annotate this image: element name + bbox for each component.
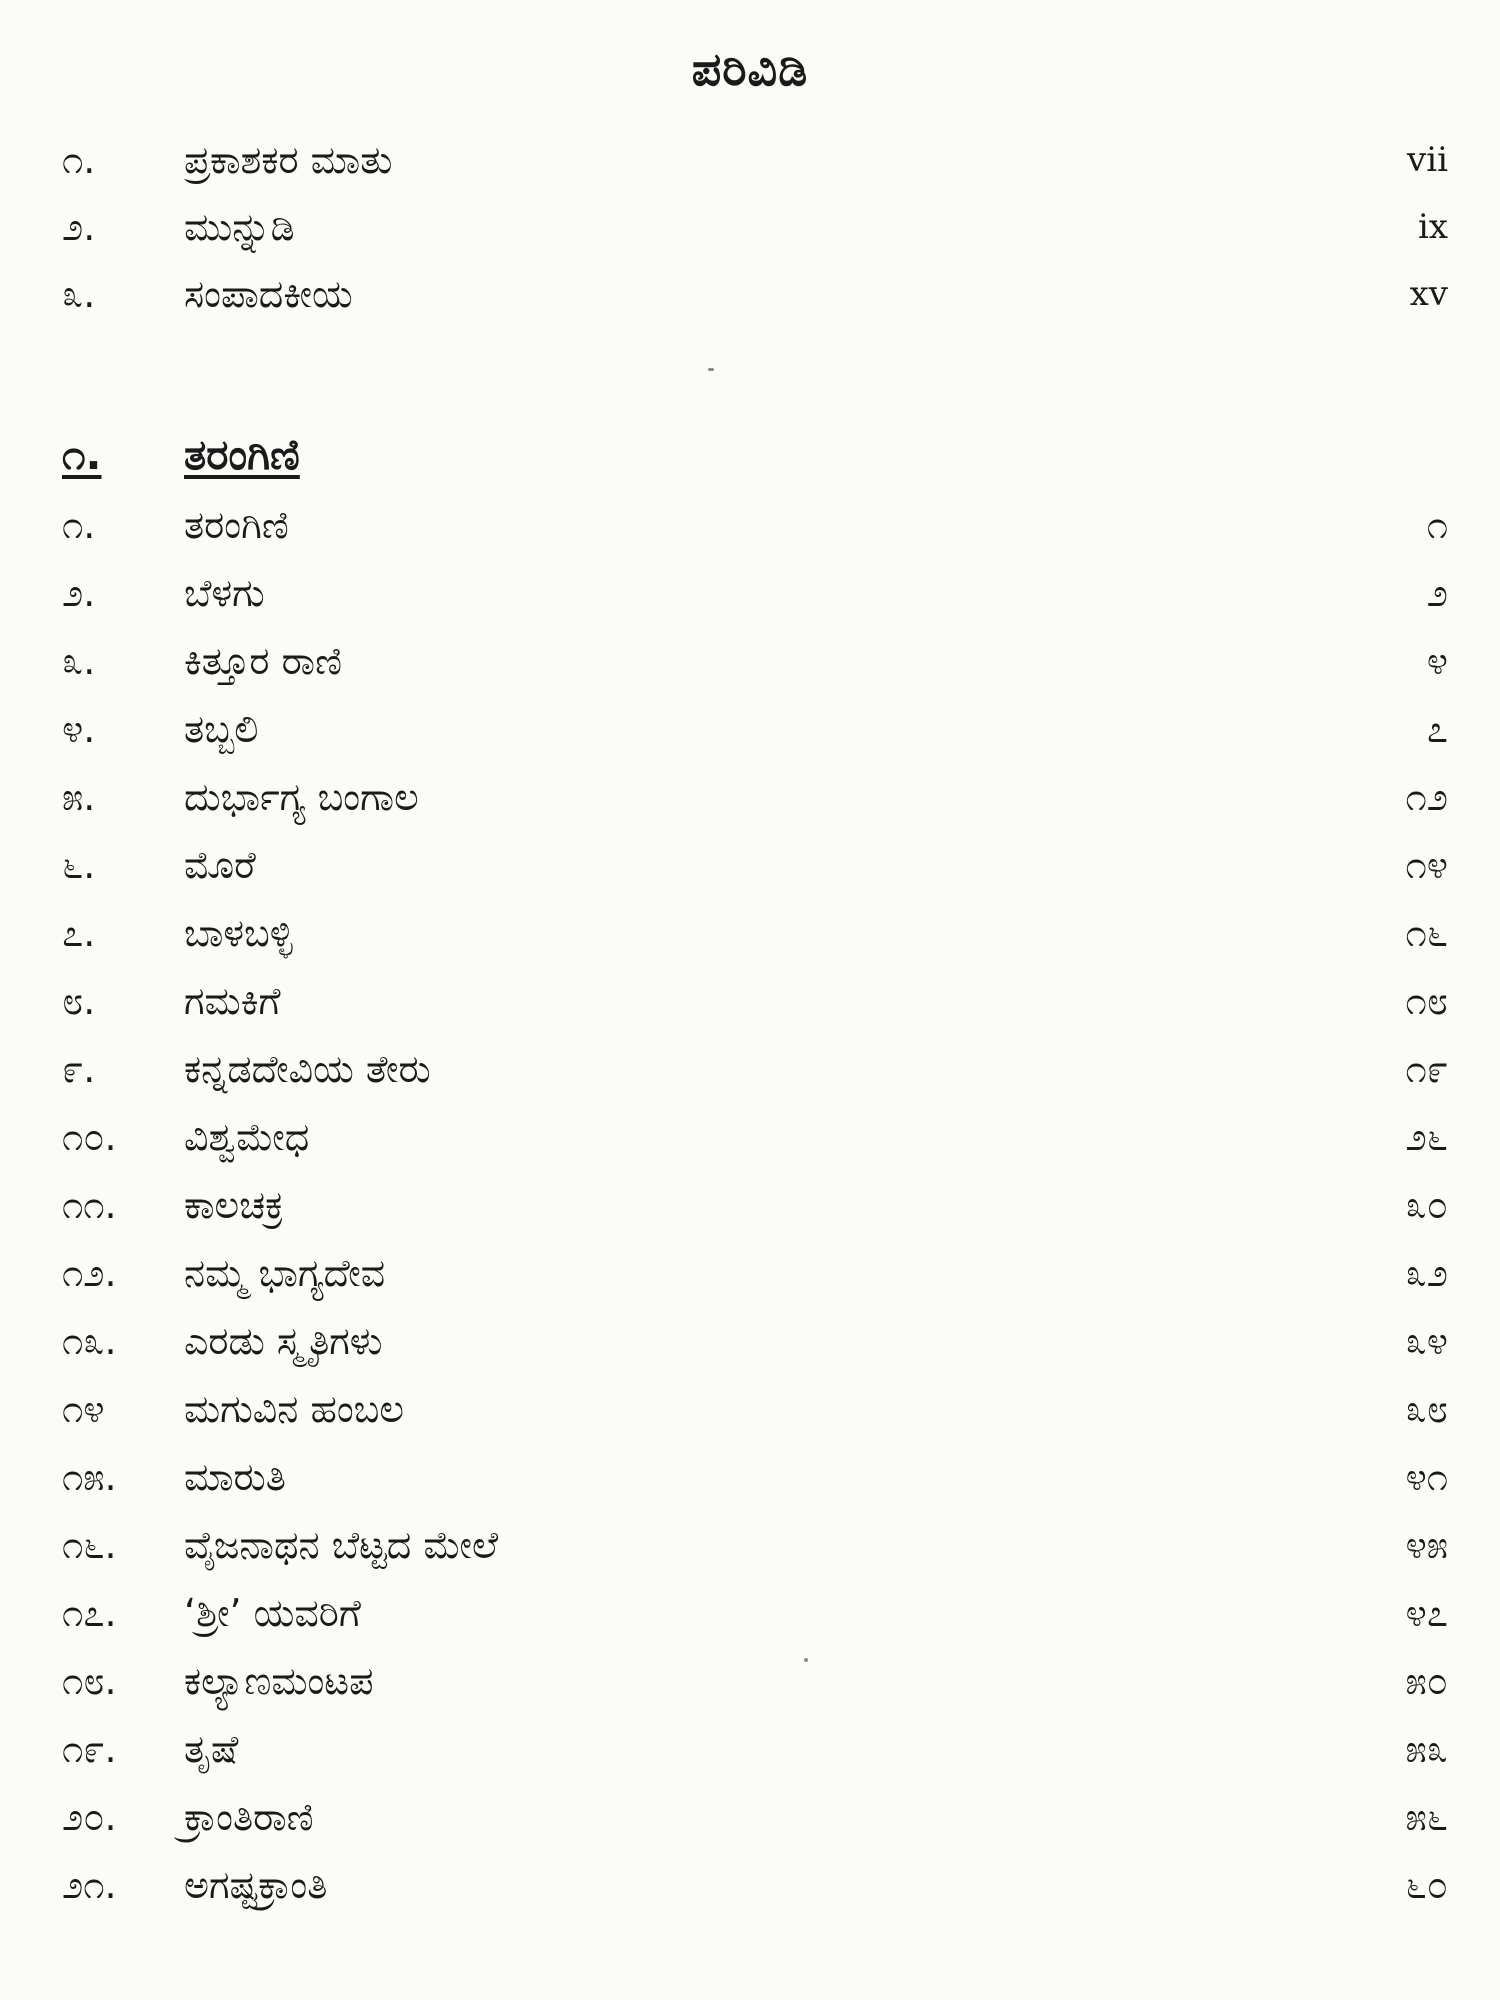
entry-page: ೫೦ (1405, 1659, 1448, 1703)
entry-page: ೧೪ (1405, 843, 1448, 887)
scan-speck (708, 368, 714, 371)
entry-page: ೧೮ (1405, 979, 1448, 1023)
toc-row (0, 1515, 1500, 1575)
toc-row (0, 1243, 1500, 1303)
entry-number: ೭. (62, 911, 96, 955)
toc-row (0, 1855, 1500, 1915)
entry-number: ೧೮. (62, 1659, 117, 1703)
entry-page: ೩೨ (1405, 1251, 1448, 1295)
entry-number: ೧೧. (62, 1183, 117, 1227)
entry-number: ೩. (62, 639, 96, 683)
entry-title: ಮಾರುತಿ (184, 1455, 286, 1499)
entry-page: ೧ (1426, 503, 1448, 547)
entry-number: ೧೨. (62, 1251, 117, 1295)
entry-title: ಕನ್ನಡದೇವಿಯ ತೇರು (184, 1047, 431, 1091)
entry-number: ೯. (62, 1047, 96, 1091)
toc-row (0, 1583, 1500, 1643)
entry-title: ತೃಷೆ (184, 1727, 239, 1771)
entry-page: ೪೭ (1405, 1591, 1448, 1635)
entry-page: xv (1409, 274, 1448, 314)
toc-row (0, 1175, 1500, 1235)
entry-page: ೩೪ (1405, 1319, 1448, 1363)
entry-number: ೩. (62, 272, 96, 316)
entry-title: ಮೊರೆ (184, 843, 256, 887)
entry-title: ಬಾಳಬಳ್ಳಿ (184, 911, 293, 955)
toc-row (0, 1311, 1500, 1371)
entry-title: ಪ್ರಕಾಶಕರ ಮಾತು (184, 138, 393, 182)
entry-title: ಅಗಷ್ಟಕ್ರಾಂತಿ (184, 1863, 328, 1907)
toc-row (0, 1447, 1500, 1507)
entry-title: ಮುನ್ನುಡಿ (184, 205, 295, 249)
entry-title: ಕಲ್ಯಾಣಮಂಟಪ (184, 1659, 374, 1703)
toc-row (0, 264, 1500, 324)
entry-number: ೧. (62, 138, 96, 182)
entry-page: ೪ (1426, 639, 1448, 683)
entry-number: ೧೫. (62, 1455, 117, 1499)
entry-page: ೧೨ (1405, 775, 1448, 819)
entry-page: ೨ (1426, 571, 1448, 615)
entry-number: ೧೯. (62, 1727, 117, 1771)
entry-page: ೩೮ (1405, 1387, 1448, 1431)
entry-title: ಕಾಲಚಕ್ರ (184, 1183, 284, 1227)
entry-page: ೫೩ (1405, 1727, 1448, 1771)
section-title: ತರಂಗಿಣಿ (184, 430, 300, 479)
entry-title: ‘ಶ್ರೀ’ ಯವರಿಗೆ (184, 1591, 361, 1635)
entry-page: ೩೦ (1405, 1183, 1448, 1227)
toc-row (0, 1107, 1500, 1167)
entry-title: ಬೆಳಗು (184, 571, 265, 615)
toc-row (0, 130, 1500, 190)
entry-title: ತಬ್ಬಲಿ (184, 707, 259, 751)
entry-number: ೧೪ (62, 1387, 105, 1431)
entry-number: ೪. (62, 707, 96, 751)
entry-title: ಮಗುವಿನ ಹಂಬಲ (184, 1387, 405, 1431)
toc-row (0, 1787, 1500, 1847)
entry-number: ೬. (62, 843, 96, 887)
entry-page: vii (1407, 140, 1448, 180)
entry-number: ೮. (62, 979, 96, 1023)
entry-number: ೧. (62, 503, 96, 547)
toc-row (0, 1039, 1500, 1099)
entry-title: ವಿಶ್ವಮೇಧ (184, 1115, 310, 1159)
entry-title: ಸಂಪಾದಕೀಯ (184, 272, 353, 316)
entry-page: ೧೯ (1405, 1047, 1448, 1091)
page-title: ಪರಿವಿಡಿ (691, 42, 809, 96)
entry-number: ೫. (62, 775, 96, 819)
toc-row (0, 631, 1500, 691)
entry-page: ೪೫ (1405, 1523, 1448, 1567)
entry-number: ೨೦. (62, 1795, 117, 1839)
entry-number: ೨೧. (62, 1863, 117, 1907)
entry-title: ವೈಜನಾಥನ ಬೆಟ್ಟದ ಮೇಲೆ (184, 1523, 499, 1567)
entry-page: ೬೦ (1405, 1863, 1448, 1907)
entry-title: ನಮ್ಮ ಭಾಗ್ಯದೇವ (184, 1251, 386, 1295)
entry-page: ೪೧ (1405, 1455, 1448, 1499)
toc-row (0, 971, 1500, 1031)
toc-row (0, 1379, 1500, 1439)
entry-title: ಗಮಕಿಗೆ (184, 979, 281, 1023)
toc-row (0, 835, 1500, 895)
entry-title: ಕ್ರಾಂತಿರಾಣಿ (184, 1795, 314, 1839)
entry-title: ಕಿತ್ತೂರ ರಾಣಿ (184, 639, 342, 683)
section-number: ೧. (62, 430, 102, 479)
toc-row (0, 563, 1500, 623)
entry-number: ೧೦. (62, 1115, 117, 1159)
entry-number: ೧೩. (62, 1319, 117, 1363)
entry-title: ದುರ್ಭಾಗ್ಯ ಬಂಗಾಲ (184, 775, 419, 819)
toc-row (0, 1651, 1500, 1711)
entry-page: ೨೬ (1405, 1115, 1448, 1159)
entry-number: ೧೬. (62, 1523, 117, 1567)
toc-row (0, 767, 1500, 827)
entry-page: ೭ (1426, 707, 1448, 751)
toc-row (0, 1719, 1500, 1779)
entry-number: ೨. (62, 571, 96, 615)
entry-page: ೫೬ (1405, 1795, 1448, 1839)
entry-page: ೧೬ (1405, 911, 1448, 955)
entry-page: ix (1417, 207, 1448, 247)
entry-title: ತರಂಗಿಣಿ (184, 503, 289, 547)
scan-speck (804, 1658, 808, 1662)
entry-title: ಎರಡು ಸ್ಮೃತಿಗಳು (184, 1319, 383, 1363)
toc-row (0, 903, 1500, 963)
toc-row (0, 495, 1500, 555)
toc-row (0, 699, 1500, 759)
entry-number: ೧೭. (62, 1591, 117, 1635)
entry-number: ೨. (62, 205, 96, 249)
toc-row (0, 197, 1500, 257)
section-heading (0, 420, 1500, 490)
